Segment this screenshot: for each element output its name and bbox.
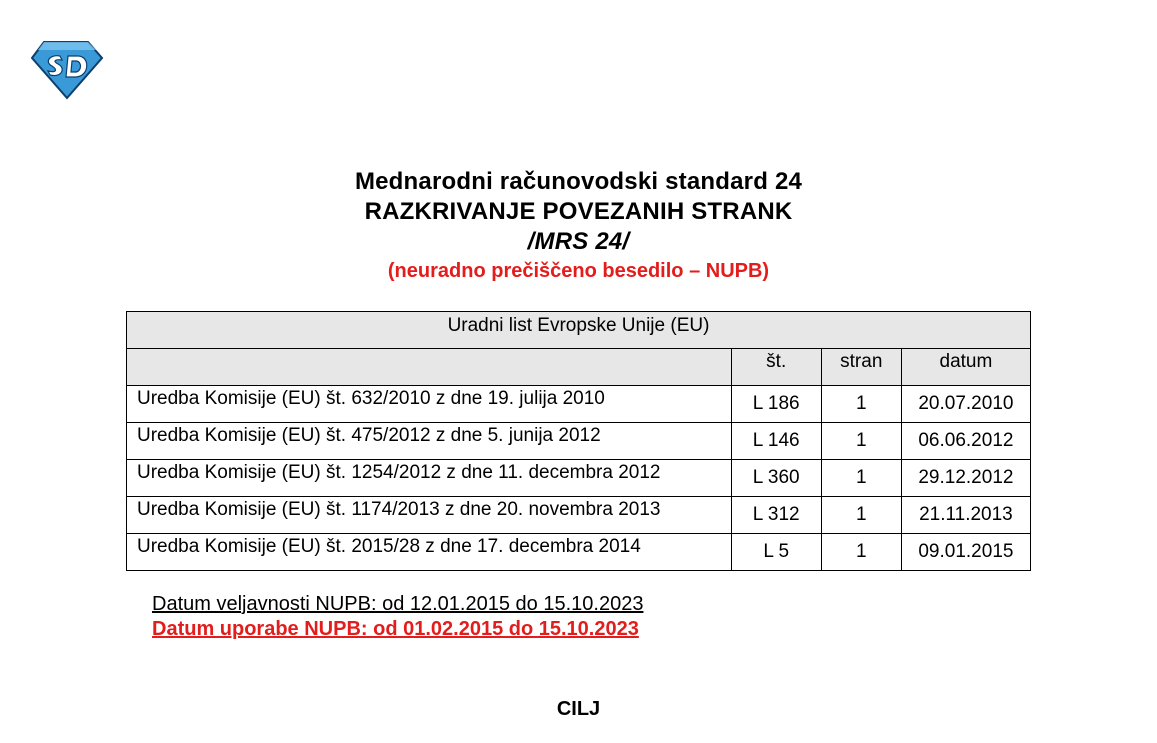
number-cell: L 186 [731,386,821,423]
diamond-logo-icon [30,40,104,100]
number-cell: L 312 [731,497,821,534]
regulation-cell: Uredba Komisije (EU) št. 1254/2012 z dne 11. decembra 2012 [127,460,732,497]
regulation-cell: Uredba Komisije (EU) št. 632/2010 z dne 19. julija 2010 [127,386,732,423]
column-header-date: datum [901,349,1030,386]
page-cell: 1 [821,460,901,497]
page-cell: 1 [821,534,901,571]
date-cell: 06.06.2012 [901,423,1030,460]
document-subtitle: (neuradno prečiščeno besedilo – NUPB) [387,260,770,282]
page-cell: 1 [821,386,901,423]
date-cell: 29.12.2012 [901,460,1030,497]
standard-code: /MRS 24/ [527,228,630,255]
official-journal-table [126,311,1031,571]
page-cell: 1 [821,423,901,460]
usage-date-line: Datum uporabe NUPB: od 01.02.2015 do 15.10.2023 [152,618,639,640]
table-row [127,460,1031,497]
validity-date-line: Datum veljavnosti NUPB: od 12.01.2015 do 15.10.2023 [152,593,644,615]
date-cell: 21.11.2013 [901,497,1030,534]
logo [30,40,104,100]
table-header-row [127,349,1031,386]
validity-info [152,592,643,642]
standard-name: RAZKRIVANJE POVEZANIH STRANK [364,198,793,225]
column-header-number: št. [731,349,821,386]
date-cell: 20.07.2010 [901,386,1030,423]
regulation-cell: Uredba Komisije (EU) št. 1174/2013 z dne 20. novembra 2013 [127,497,732,534]
section-heading: CILJ [556,698,601,720]
number-cell: L 360 [731,460,821,497]
date-cell: 09.01.2015 [901,534,1030,571]
column-header-page: stran [821,349,901,386]
table-caption-row [127,312,1031,349]
table-row [127,497,1031,534]
table-row [127,386,1031,423]
regulation-cell: Uredba Komisije (EU) št. 475/2012 z dne 5. junija 2012 [127,423,732,460]
column-header-regulation [127,349,732,386]
table-row [127,534,1031,571]
regulation-cell: Uredba Komisije (EU) št. 2015/28 z dne 17. decembra 2014 [127,534,732,571]
table-row [127,423,1031,460]
number-cell: L 146 [731,423,821,460]
title-block [0,167,1157,285]
page-cell: 1 [821,497,901,534]
document-title: Mednarodni računovodski standard 24 [354,168,803,195]
table-caption: Uradni list Evropske Unije (EU) [127,312,1031,349]
number-cell: L 5 [731,534,821,571]
